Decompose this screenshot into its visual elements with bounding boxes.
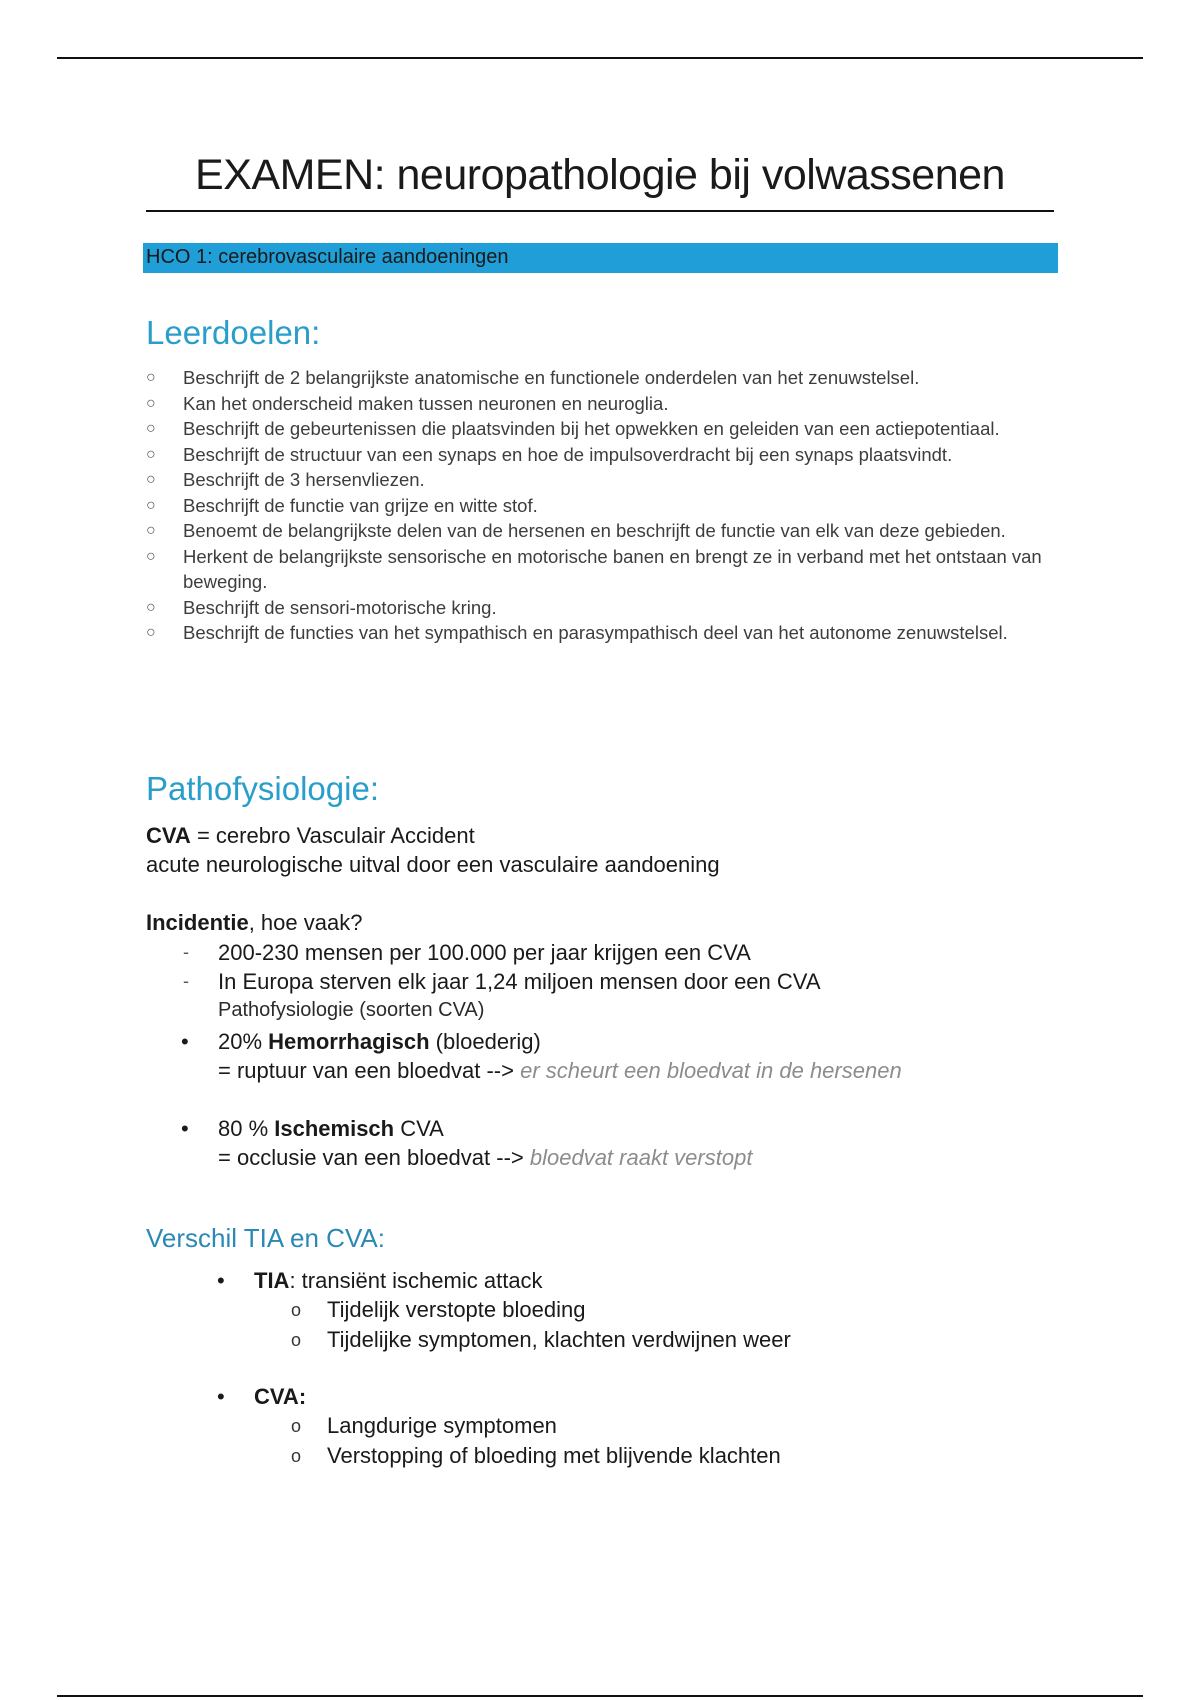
dot-bullet-icon: • [217, 1268, 225, 1293]
verschil-heading: Verschil TIA en CVA: [146, 1223, 385, 1253]
list-item: In Europa sterven elk jaar 1,24 miljoen mensen door een CVA [218, 969, 821, 994]
cva-term: CVA [146, 823, 191, 848]
section-bar [143, 243, 1058, 273]
incidentie-term: Incidentie [146, 910, 249, 935]
list-item: ○ Benoemt de belangrijkste delen van de hersenen en beschrijft de functie van elk van deze gebieden. [146, 518, 1066, 544]
incidentie-line [146, 908, 362, 937]
top-rule [57, 57, 1143, 59]
circle-bullet-icon: o [291, 1446, 302, 1466]
dash-bullet-icon: - [183, 942, 189, 962]
tia-item: TIA: transiënt ischemic attack [254, 1268, 543, 1293]
circle-bullet-icon: ○ [146, 394, 156, 412]
hemorrhagisch-item: 20% Hemorrhagisch (bloederig) [218, 1029, 541, 1054]
circle-bullet-icon: ○ [146, 420, 156, 437]
dot-bullet-icon: • [217, 1384, 225, 1409]
ischemisch-definition: = occlusie van een bloedvat --> bloedvat raakt verstopt [218, 1145, 753, 1170]
list-item: ○ Beschrijft de functies van het sympathisch en parasympathisch deel van het autonome zenuwstelsel. [146, 620, 1066, 646]
bottom-rule [57, 1695, 1143, 1697]
circle-bullet-icon: o [291, 1300, 302, 1320]
soorten-label: Pathofysiologie (soorten CVA) [218, 999, 485, 1021]
circle-bullet-icon: ○ [146, 522, 156, 539]
circle-bullet-icon: o [291, 1330, 302, 1350]
cva-description: acute neurologische uitval door een vasculaire aandoening [146, 852, 720, 877]
circle-bullet-icon: ○ [146, 547, 156, 565]
cva-definition [146, 821, 475, 850]
pathofysiologie-heading: Pathofysiologie: [146, 770, 379, 807]
list-item: 200-230 mensen per 100.000 per jaar krijgen een CVA [218, 940, 751, 965]
hemorrhagisch-definition: = ruptuur van een bloedvat --> er scheurt een bloedvat in de hersenen [218, 1058, 902, 1083]
list-item: Langdurige symptomen [327, 1413, 557, 1438]
circle-bullet-icon: ○ [146, 624, 156, 641]
circle-bullet-icon: ○ [146, 369, 156, 386]
list-item: Tijdelijke symptomen, klachten verdwijnen weer [327, 1327, 791, 1352]
list-item: ○ Herkent de belangrijkste sensorische en motorische banen en brengt ze in verband met het ontstaan van beweging. [146, 545, 1042, 592]
dash-bullet-icon: - [183, 971, 189, 991]
circle-bullet-icon: ○ [146, 471, 156, 488]
list-item: Verstopping of bloeding met blijvende klachten [327, 1443, 781, 1468]
cva-item: CVA: [254, 1384, 307, 1409]
list-item: Tijdelijk verstopte bloeding [327, 1297, 586, 1322]
section-bar-label: HCO 1: cerebrovasculaire aandoeningen [146, 246, 509, 268]
leerdoelen-heading: Leerdoelen: [146, 314, 321, 351]
list-item: ○ Beschrijft de 3 hersenvliezen. [146, 467, 1066, 493]
circle-bullet-icon: ○ [146, 445, 156, 463]
page-title: EXAMEN: neuropathologie bij volwassenen [195, 151, 1005, 199]
list-item: ○ Beschrijft de gebeurtenissen die plaatsvinden bij het opwekken en geleiden van een actiepotentiaal. [146, 416, 1066, 442]
dot-bullet-icon: • [181, 1029, 189, 1054]
circle-bullet-icon: ○ [146, 598, 156, 616]
list-item: ○ Beschrijft de structuur van een synaps en hoe de impulsoverdracht bij een synaps plaatsvindt. [146, 442, 1066, 468]
ischemisch-item: 80 % Ischemisch CVA [218, 1116, 444, 1141]
title-block [146, 148, 1054, 212]
incidentie-rest: , hoe vaak? [248, 910, 363, 935]
list-item: ○ Kan het onderscheid maken tussen neuronen en neuroglia. [146, 391, 1066, 417]
list-item: ○ Beschrijft de 2 belangrijkste anatomische en functionele onderdelen van het zenuwstelsel. [146, 365, 1066, 391]
circle-bullet-icon: ○ [146, 496, 156, 514]
circle-bullet-icon: o [291, 1416, 302, 1436]
list-item: ○ Beschrijft de functie van grijze en witte stof. [146, 493, 1066, 519]
list-item: ○ Beschrijft de sensori-motorische kring. [146, 595, 1066, 621]
dot-bullet-icon: • [181, 1116, 189, 1141]
cva-def: = cerebro Vasculair Accident [190, 823, 475, 848]
leerdoelen-list [146, 365, 1066, 646]
